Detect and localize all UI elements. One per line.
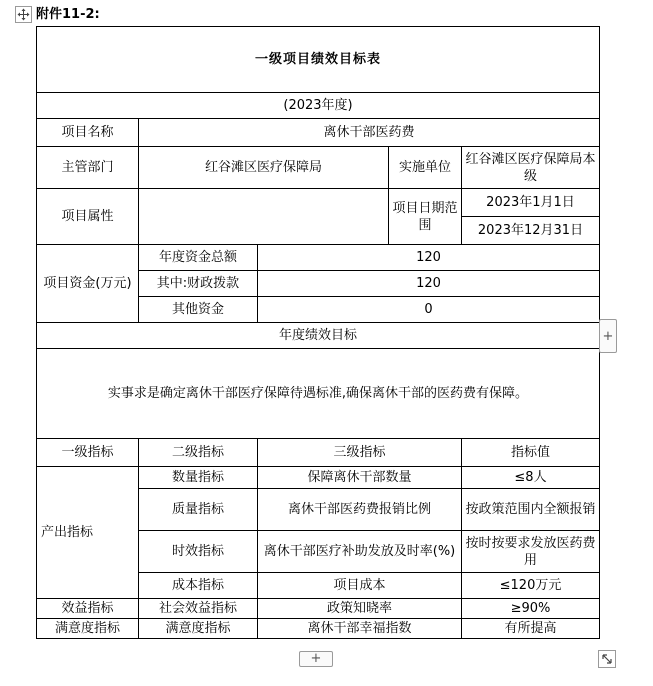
table-move-handle[interactable] <box>15 6 32 23</box>
output-quality-value: 按政策范围内全额报销 <box>462 489 600 531</box>
table-title: 一级项目绩效目标表 <box>37 27 600 93</box>
performance-target-table <box>36 26 600 639</box>
table-resize-handle[interactable] <box>598 650 616 668</box>
add-column-button[interactable]: + <box>599 319 617 353</box>
funds-total-value: 120 <box>258 245 600 271</box>
satisfaction-l2: 满意度指标 <box>139 619 258 639</box>
output-quantity-l3: 保障离休干部数量 <box>258 467 462 489</box>
output-quality-l2: 质量指标 <box>139 489 258 531</box>
year-label: (2023年度) <box>37 93 600 119</box>
project-name-label: 项目名称 <box>37 119 139 147</box>
attachment-label: 附件11-2: <box>36 7 100 22</box>
output-quality-l3: 离休干部医药费报销比例 <box>258 489 462 531</box>
funds-label: 项目资金(万元) <box>37 245 139 323</box>
benefit-l3: 政策知晓率 <box>258 599 462 619</box>
header-level1: 一级指标 <box>37 439 139 467</box>
benefit-l2: 社会效益指标 <box>139 599 258 619</box>
benefit-l1: 效益指标 <box>37 599 139 619</box>
dept-label: 主管部门 <box>37 147 139 189</box>
move-arrows-icon <box>17 8 30 21</box>
funds-total-label: 年度资金总额 <box>139 245 258 271</box>
header-value: 指标值 <box>462 439 600 467</box>
project-name-value: 离休干部医药费 <box>139 119 600 147</box>
goal-text: 实事求是确定离休干部医疗保障待遇标准,确保离休干部的医药费有保障。 <box>37 349 600 439</box>
attr-label: 项目属性 <box>37 189 139 245</box>
output-label: 产出指标 <box>37 467 139 599</box>
add-row-button[interactable]: + <box>299 651 333 667</box>
output-time-value: 按时按要求发放医药费用 <box>462 531 600 573</box>
impl-label: 实施单位 <box>389 147 462 189</box>
satisfaction-l1: 满意度指标 <box>37 619 139 639</box>
period-end: 2023年12月31日 <box>462 217 600 245</box>
period-start: 2023年1月1日 <box>462 189 600 217</box>
resize-diagonal-icon <box>601 653 613 665</box>
header-level3: 三级指标 <box>258 439 462 467</box>
impl-value: 红谷滩区医疗保障局本级 <box>462 147 600 189</box>
dept-value: 红谷滩区医疗保障局 <box>139 147 389 189</box>
benefit-value: ≥90% <box>462 599 600 619</box>
output-cost-value: ≤120万元 <box>462 573 600 599</box>
funds-fiscal-label: 其中:财政拨款 <box>139 271 258 297</box>
output-cost-l2: 成本指标 <box>139 573 258 599</box>
output-time-l2: 时效指标 <box>139 531 258 573</box>
funds-other-value: 0 <box>258 297 600 323</box>
attr-value <box>139 189 389 245</box>
satisfaction-value: 有所提高 <box>462 619 600 639</box>
period-label: 项目日期范围 <box>389 189 462 245</box>
output-cost-l3: 项目成本 <box>258 573 462 599</box>
goal-label: 年度绩效目标 <box>37 323 600 349</box>
funds-other-label: 其他资金 <box>139 297 258 323</box>
output-quantity-value: ≤8人 <box>462 467 600 489</box>
satisfaction-l3: 离休干部幸福指数 <box>258 619 462 639</box>
output-time-l3: 离休干部医疗补助发放及时率(%) <box>258 531 462 573</box>
funds-fiscal-value: 120 <box>258 271 600 297</box>
output-quantity-l2: 数量指标 <box>139 467 258 489</box>
header-level2: 二级指标 <box>139 439 258 467</box>
